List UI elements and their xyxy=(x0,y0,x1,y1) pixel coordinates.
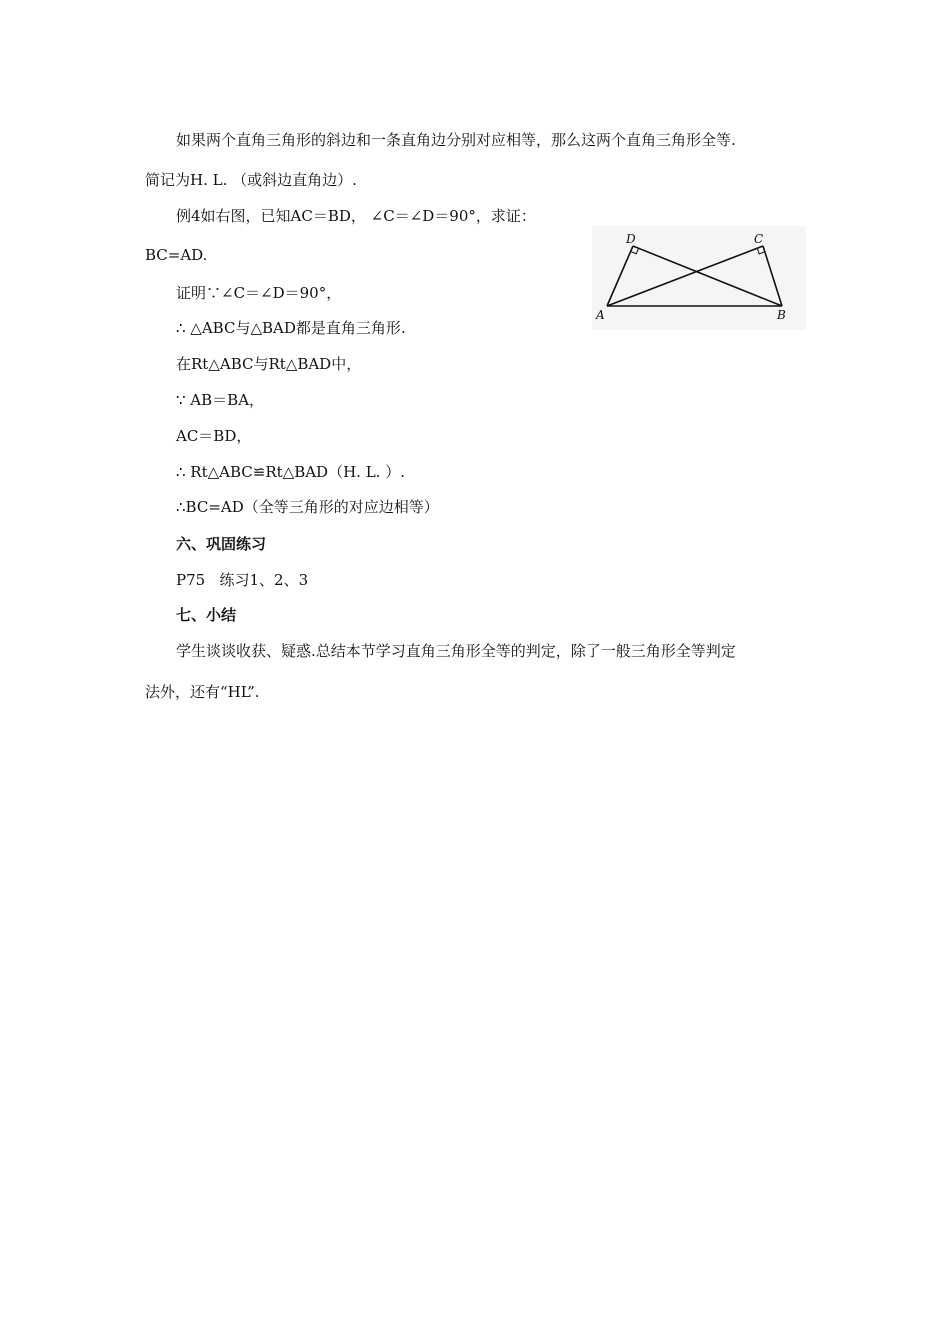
label-b: B xyxy=(777,308,786,322)
summary-line-2: 法外，还有“HL”. xyxy=(145,683,260,701)
section-6-title: 六、巩固练习 xyxy=(176,535,267,553)
example-line-2: BC=AD. xyxy=(145,246,208,264)
section-7-title: 七、小结 xyxy=(176,606,237,624)
proof-line-7: ∴BC=AD（全等三角形的对应边相等） xyxy=(176,498,439,516)
summary-line-1: 学生谈谈收获、疑惑.总结本节学习直角三角形全等的判定，除了一般三角形全等判定 xyxy=(176,642,736,660)
proof-line-4: ∵ AB＝BA， xyxy=(176,391,265,409)
proof-line-1: 证明∵∠C＝∠D＝90°， xyxy=(176,284,342,302)
example-line-1: 例4如右图，已知AC＝BD， ∠C＝∠D＝90°，求证： xyxy=(176,207,536,225)
proof-line-2: ∴ △ABC与△BAD都是直角三角形. xyxy=(176,319,406,337)
proof-line-3: 在Rt△ABC与Rt△BAD中， xyxy=(176,355,362,373)
section-6-body: P75 练习1、2、3 xyxy=(176,571,309,589)
label-a: A xyxy=(596,308,605,322)
proof-line-5: AC＝BD， xyxy=(176,427,252,445)
hl-theorem-line-2: 简记为H. L. （或斜边直角边）. xyxy=(145,171,357,189)
hl-theorem-line-1: 如果两个直角三角形的斜边和一条直角边分别对应相等，那么这两个直角三角形全等. xyxy=(176,131,736,149)
label-c: C xyxy=(754,232,764,246)
triangle-figure-svg xyxy=(592,226,806,330)
label-d: D xyxy=(626,232,636,246)
proof-line-6: ∴ Rt△ABC≌Rt△BAD（H. L. ）. xyxy=(176,463,405,481)
triangle-figure xyxy=(592,226,806,330)
